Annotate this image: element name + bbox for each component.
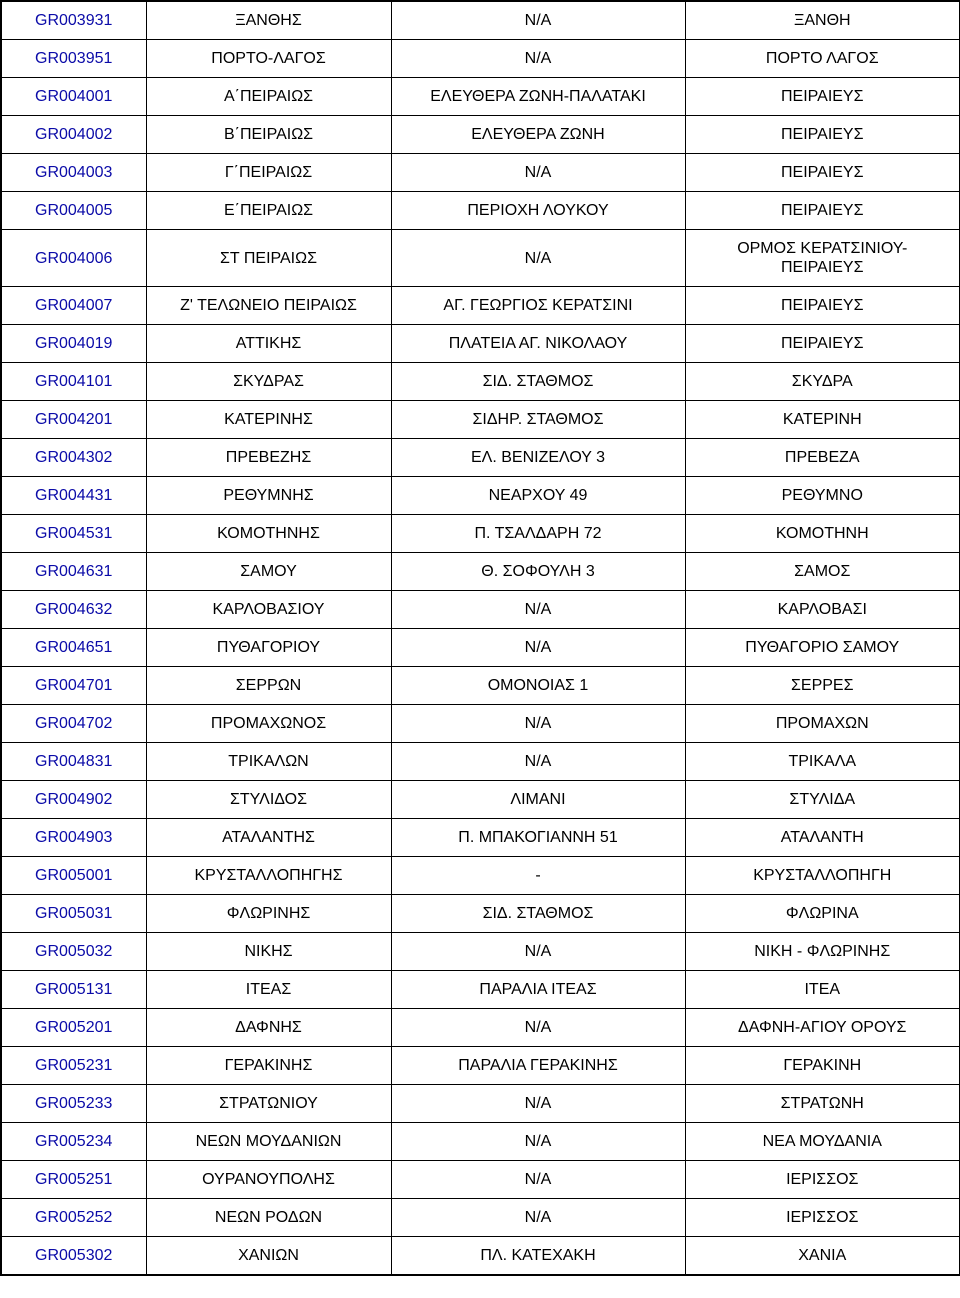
office-name: ΠΥΘΑΓΟΡΙΟΥ xyxy=(146,629,391,667)
office-code: GR004702 xyxy=(1,705,146,743)
office-city: ΣΤΥΛΙΔΑ xyxy=(685,781,960,819)
office-location: N/A xyxy=(391,230,685,287)
table-row xyxy=(1,705,960,743)
office-location: ΑΓ. ΓΕΩΡΓΙΟΣ ΚΕΡΑΤΣΙΝΙ xyxy=(391,287,685,325)
office-city: ΧΑΝΙΑ xyxy=(685,1237,960,1276)
table-row xyxy=(1,933,960,971)
office-location: ΠΑΡΑΛΙΑ ΓΕΡΑΚΙΝΗΣ xyxy=(391,1047,685,1085)
table-row xyxy=(1,667,960,705)
office-code: GR004631 xyxy=(1,553,146,591)
office-name: Γ΄ΠΕΙΡΑΙΩΣ xyxy=(146,154,391,192)
office-city: ΡΕΘΥΜΝΟ xyxy=(685,477,960,515)
office-name: ΔΑΦΝΗΣ xyxy=(146,1009,391,1047)
office-city: ΣΚΥΔΡΑ xyxy=(685,363,960,401)
office-city: ΠΡΟΜΑΧΩΝ xyxy=(685,705,960,743)
office-code: GR004002 xyxy=(1,116,146,154)
office-code: GR004001 xyxy=(1,78,146,116)
office-code: GR005302 xyxy=(1,1237,146,1276)
office-city: ΠΕΙΡΑΙΕΥΣ xyxy=(685,192,960,230)
office-name: ΟΥΡΑΝΟΥΠΟΛΗΣ xyxy=(146,1161,391,1199)
office-code: GR004903 xyxy=(1,819,146,857)
table-row xyxy=(1,629,960,667)
office-name: ΧΑΝΙΩΝ xyxy=(146,1237,391,1276)
office-location: N/A xyxy=(391,1161,685,1199)
office-location: ΛΙΜΑΝΙ xyxy=(391,781,685,819)
office-city: ΙΤΕΑ xyxy=(685,971,960,1009)
office-location: ΣΙΔΗΡ. ΣΤΑΘΜΟΣ xyxy=(391,401,685,439)
office-name: ΝΕΩΝ ΜΟΥΔΑΝΙΩΝ xyxy=(146,1123,391,1161)
office-name: ΚΟΜΟΤΗΝΗΣ xyxy=(146,515,391,553)
office-city: ΙΕΡΙΣΣΟΣ xyxy=(685,1199,960,1237)
office-city: ΦΛΩΡΙΝΑ xyxy=(685,895,960,933)
office-code: GR004831 xyxy=(1,743,146,781)
office-city: ΝΙΚΗ - ΦΛΩΡΙΝΗΣ xyxy=(685,933,960,971)
office-location: ΠΛΑΤΕΙΑ ΑΓ. ΝΙΚΟΛΑΟΥ xyxy=(391,325,685,363)
office-name: Ζ' ΤΕΛΩΝΕΙΟ ΠΕΙΡΑΙΩΣ xyxy=(146,287,391,325)
office-code: GR004005 xyxy=(1,192,146,230)
office-location: N/A xyxy=(391,1,685,40)
office-location: Θ. ΣΟΦΟΥΛΗ 3 xyxy=(391,553,685,591)
office-city: ΓΕΡΑΚΙΝΗ xyxy=(685,1047,960,1085)
office-location: ΠΕΡΙΟΧΗ ΛΟΥΚΟΥ xyxy=(391,192,685,230)
office-city: ΣΑΜΟΣ xyxy=(685,553,960,591)
table-row xyxy=(1,1047,960,1085)
office-name: ΝΙΚΗΣ xyxy=(146,933,391,971)
office-city: ΙΕΡΙΣΣΟΣ xyxy=(685,1161,960,1199)
table-row xyxy=(1,230,960,287)
table-row xyxy=(1,1237,960,1276)
table-row xyxy=(1,78,960,116)
office-location: ΟΜΟΝΟΙΑΣ 1 xyxy=(391,667,685,705)
office-name: ΤΡΙΚΑΛΩΝ xyxy=(146,743,391,781)
office-city: ΠΕΙΡΑΙΕΥΣ xyxy=(685,325,960,363)
office-name: ΣΑΜΟΥ xyxy=(146,553,391,591)
office-city: ΚΡΥΣΤΑΛΛΟΠΗΓΗ xyxy=(685,857,960,895)
office-city: ΠΕΙΡΑΙΕΥΣ xyxy=(685,116,960,154)
office-city: ΑΤΑΛΑΝΤΗ xyxy=(685,819,960,857)
office-location: ΕΛΕΥΘΕΡΑ ΖΩΝΗ-ΠΑΛΑΤΑΚΙ xyxy=(391,78,685,116)
table-row xyxy=(1,515,960,553)
table-row xyxy=(1,1123,960,1161)
table-body xyxy=(1,1,960,1275)
office-city: ΤΡΙΚΑΛΑ xyxy=(685,743,960,781)
office-location: N/A xyxy=(391,1009,685,1047)
office-code: GR004701 xyxy=(1,667,146,705)
table-row xyxy=(1,1,960,40)
office-location: N/A xyxy=(391,743,685,781)
office-name: ΣΤΥΛΙΔΟΣ xyxy=(146,781,391,819)
table-row xyxy=(1,439,960,477)
office-name: Ε΄ΠΕΙΡΑΙΩΣ xyxy=(146,192,391,230)
office-location: Π. ΤΣΑΛΔΑΡΗ 72 xyxy=(391,515,685,553)
office-name: ΑΤΤΙΚΗΣ xyxy=(146,325,391,363)
office-location: N/A xyxy=(391,1123,685,1161)
office-location: ΠΑΡΑΛΙΑ ΙΤΕΑΣ xyxy=(391,971,685,1009)
office-code: GR004431 xyxy=(1,477,146,515)
office-name: ΣΕΡΡΩΝ xyxy=(146,667,391,705)
table-row xyxy=(1,553,960,591)
office-city: ΚΑΤΕΡΙΝΗ xyxy=(685,401,960,439)
office-city: ΠΡΕΒΕΖΑ xyxy=(685,439,960,477)
table-row xyxy=(1,743,960,781)
office-name: ΡΕΘΥΜΝΗΣ xyxy=(146,477,391,515)
table-row xyxy=(1,971,960,1009)
office-city: ΝΕΑ ΜΟΥΔΑΝΙΑ xyxy=(685,1123,960,1161)
office-name: ΓΕΡΑΚΙΝΗΣ xyxy=(146,1047,391,1085)
office-code: GR005001 xyxy=(1,857,146,895)
office-location: N/A xyxy=(391,591,685,629)
office-code: GR005131 xyxy=(1,971,146,1009)
office-code: GR005252 xyxy=(1,1199,146,1237)
office-city: ΠΥΘΑΓΟΡΙΟ ΣΑΜΟΥ xyxy=(685,629,960,667)
table-row xyxy=(1,325,960,363)
table-row xyxy=(1,116,960,154)
office-name: ΠΟΡΤΟ-ΛΑΓΟΣ xyxy=(146,40,391,78)
office-code: GR004003 xyxy=(1,154,146,192)
table-row xyxy=(1,1085,960,1123)
office-location: N/A xyxy=(391,1199,685,1237)
office-name: Β΄ΠΕΙΡΑΙΩΣ xyxy=(146,116,391,154)
office-name: ΣΤ ΠΕΙΡΑΙΩΣ xyxy=(146,230,391,287)
table-row xyxy=(1,154,960,192)
office-name: ΚΑΡΛΟΒΑΣΙΟΥ xyxy=(146,591,391,629)
office-code: GR004006 xyxy=(1,230,146,287)
office-city: ΣΤΡΑΤΩΝΗ xyxy=(685,1085,960,1123)
office-name: ΞΑΝΘΗΣ xyxy=(146,1,391,40)
office-code: GR003931 xyxy=(1,1,146,40)
office-name: ΣΤΡΑΤΩΝΙΟΥ xyxy=(146,1085,391,1123)
table-row xyxy=(1,591,960,629)
office-city: ΔΑΦΝΗ-ΑΓΙΟΥ ΟΡΟΥΣ xyxy=(685,1009,960,1047)
office-code: GR004651 xyxy=(1,629,146,667)
office-city: ΚΑΡΛΟΒΑΣΙ xyxy=(685,591,960,629)
office-code: GR005234 xyxy=(1,1123,146,1161)
table-row xyxy=(1,819,960,857)
office-location: N/A xyxy=(391,933,685,971)
office-code: GR004902 xyxy=(1,781,146,819)
office-city: ΚΟΜΟΤΗΝΗ xyxy=(685,515,960,553)
table-row xyxy=(1,1199,960,1237)
office-code: GR004201 xyxy=(1,401,146,439)
office-location: ΣΙΔ. ΣΤΑΘΜΟΣ xyxy=(391,363,685,401)
office-name: ΚΑΤΕΡΙΝΗΣ xyxy=(146,401,391,439)
office-location: ΕΛΕΥΘΕΡΑ ΖΩΝΗ xyxy=(391,116,685,154)
office-name: ΑΤΑΛΑΝΤΗΣ xyxy=(146,819,391,857)
table-row xyxy=(1,477,960,515)
table-row xyxy=(1,1009,960,1047)
office-code: GR005251 xyxy=(1,1161,146,1199)
office-location: Π. ΜΠΑΚΟΓΙΑΝΝΗ 51 xyxy=(391,819,685,857)
table-row xyxy=(1,857,960,895)
office-code: GR004101 xyxy=(1,363,146,401)
office-name: Α΄ΠΕΙΡΑΙΩΣ xyxy=(146,78,391,116)
office-location: ΕΛ. ΒΕΝΙΖΕΛΟΥ 3 xyxy=(391,439,685,477)
table-row xyxy=(1,781,960,819)
office-city: ΠΕΙΡΑΙΕΥΣ xyxy=(685,78,960,116)
office-code: GR005201 xyxy=(1,1009,146,1047)
office-location: N/A xyxy=(391,629,685,667)
table-row xyxy=(1,363,960,401)
office-city: ΣΕΡΡΕΣ xyxy=(685,667,960,705)
office-location: ΣΙΔ. ΣΤΑΘΜΟΣ xyxy=(391,895,685,933)
office-name: ΚΡΥΣΤΑΛΛΟΠΗΓΗΣ xyxy=(146,857,391,895)
office-location: ΝΕΑΡΧΟΥ 49 xyxy=(391,477,685,515)
table-row xyxy=(1,401,960,439)
office-name: ΠΡΟΜΑΧΩΝΟΣ xyxy=(146,705,391,743)
table-row xyxy=(1,1161,960,1199)
office-location: N/A xyxy=(391,40,685,78)
office-code: GR004019 xyxy=(1,325,146,363)
office-location: - xyxy=(391,857,685,895)
office-city: ΠΟΡΤΟ ΛΑΓΟΣ xyxy=(685,40,960,78)
office-name: ΠΡΕΒΕΖΗΣ xyxy=(146,439,391,477)
office-name: ΦΛΩΡΙΝΗΣ xyxy=(146,895,391,933)
office-city: ΠΕΙΡΑΙΕΥΣ xyxy=(685,154,960,192)
office-code: GR004302 xyxy=(1,439,146,477)
office-code: GR004531 xyxy=(1,515,146,553)
office-city: ΟΡΜΟΣ ΚΕΡΑΤΣΙΝΙΟΥ-ΠΕΙΡΑΙΕΥΣ xyxy=(685,230,960,287)
table-row xyxy=(1,287,960,325)
office-location: N/A xyxy=(391,705,685,743)
table-row xyxy=(1,40,960,78)
office-code: GR004007 xyxy=(1,287,146,325)
table-row xyxy=(1,192,960,230)
office-name: ΙΤΕΑΣ xyxy=(146,971,391,1009)
office-code: GR005031 xyxy=(1,895,146,933)
office-location: ΠΛ. ΚΑΤΕΧΑΚΗ xyxy=(391,1237,685,1276)
office-location: N/A xyxy=(391,154,685,192)
table-row xyxy=(1,895,960,933)
office-code: GR003951 xyxy=(1,40,146,78)
office-code: GR004632 xyxy=(1,591,146,629)
office-location: N/A xyxy=(391,1085,685,1123)
office-code: GR005233 xyxy=(1,1085,146,1123)
office-city: ΞΑΝΘΗ xyxy=(685,1,960,40)
office-code: GR005231 xyxy=(1,1047,146,1085)
office-code: GR005032 xyxy=(1,933,146,971)
office-name: ΝΕΩΝ ΡΟΔΩΝ xyxy=(146,1199,391,1237)
office-name: ΣΚΥΔΡΑΣ xyxy=(146,363,391,401)
office-city: ΠΕΙΡΑΙΕΥΣ xyxy=(685,287,960,325)
